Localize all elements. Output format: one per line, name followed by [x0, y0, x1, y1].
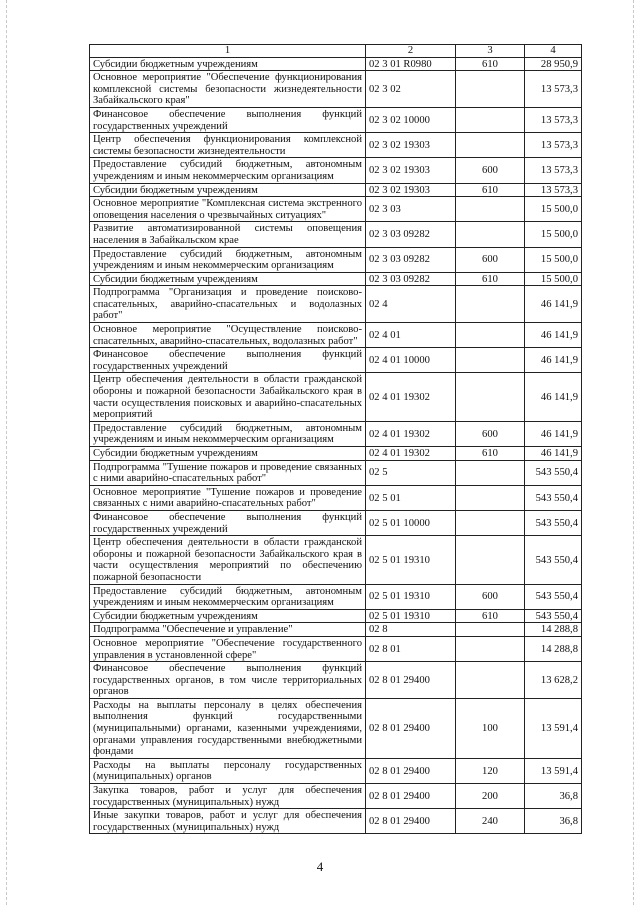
row-sum-cell: 543 550,4	[525, 510, 582, 535]
table-row	[90, 272, 582, 286]
row-name-cell: Основное мероприятие "Комплексная система экстренного оповещения населения о чрезвычайных ситуациях"	[90, 197, 366, 222]
row-name-cell: Центр обеспечения деятельности в области гражданской обороны и пожарной безопасности Забайкальского края в части осуществления мероприятий по обеспечению пожарной безопасности	[90, 536, 366, 584]
row-kvr-cell: 610	[456, 609, 525, 623]
table-row	[90, 247, 582, 272]
table-row	[90, 460, 582, 485]
row-sum-cell: 543 550,4	[525, 609, 582, 623]
row-code-cell: 02 3 03 09282	[366, 272, 456, 286]
table-row	[90, 784, 582, 809]
row-name-cell: Основное мероприятие "Обеспечение государственного управления в установленной сфере"	[90, 636, 366, 661]
row-code-cell: 02 4 01	[366, 323, 456, 348]
table-row	[90, 636, 582, 661]
row-kvr-cell: 200	[456, 784, 525, 809]
table-row	[90, 57, 582, 71]
table-row	[90, 623, 582, 637]
row-name-cell: Подпрограмма "Тушение пожаров и проведение связанных с ними аварийно-спасательных работ"	[90, 460, 366, 485]
row-sum-cell: 15 500,0	[525, 197, 582, 222]
row-sum-cell: 543 550,4	[525, 460, 582, 485]
row-sum-cell: 14 288,8	[525, 623, 582, 637]
row-name-cell: Развитие автоматизированной системы оповещения населения в Забайкальском крае	[90, 222, 366, 247]
row-code-cell: 02 5 01 19310	[366, 584, 456, 609]
row-kvr-cell: 610	[456, 57, 525, 71]
header-cell-code: 2	[366, 45, 456, 58]
row-kvr-cell	[456, 460, 525, 485]
table-row	[90, 107, 582, 132]
table-row	[90, 485, 582, 510]
row-name-cell: Закупка товаров, работ и услуг для обеспечения государственных (муниципальных) нужд	[90, 784, 366, 809]
row-name-cell: Предоставление субсидий бюджетным, автономным учреждениям и иным некоммерческим организациям	[90, 584, 366, 609]
row-kvr-cell: 240	[456, 809, 525, 834]
row-code-cell: 02 8 01 29400	[366, 784, 456, 809]
row-code-cell: 02 4 01 19302	[366, 447, 456, 461]
row-kvr-cell: 610	[456, 183, 525, 197]
row-code-cell: 02 8 01 29400	[366, 662, 456, 699]
row-code-cell: 02 3 02	[366, 71, 456, 108]
table-row	[90, 373, 582, 421]
header-cell-sum: 4	[525, 45, 582, 58]
table-row	[90, 71, 582, 108]
table-row	[90, 183, 582, 197]
row-sum-cell: 36,8	[525, 809, 582, 834]
row-code-cell: 02 3 02 19303	[366, 183, 456, 197]
row-sum-cell: 46 141,9	[525, 348, 582, 373]
row-sum-cell: 13 573,3	[525, 183, 582, 197]
row-kvr-cell: 120	[456, 758, 525, 783]
row-code-cell: 02 8 01 29400	[366, 698, 456, 758]
row-name-cell: Субсидии бюджетным учреждениям	[90, 609, 366, 623]
row-name-cell: Финансовое обеспечение выполнения функций государственных учреждений	[90, 348, 366, 373]
row-sum-cell: 46 141,9	[525, 447, 582, 461]
table-header-row	[90, 45, 582, 58]
row-code-cell: 02 8 01 29400	[366, 758, 456, 783]
row-name-cell: Основное мероприятие "Осуществление поисково-спасательных, аварийно-спасательных, водолазных работ"	[90, 323, 366, 348]
row-sum-cell: 14 288,8	[525, 636, 582, 661]
row-name-cell: Расходы на выплаты персоналу в целях обеспечения выполнения функций государственными (муниципальными) органами, казенными учреждениями, органами управления государственными внебюджетными фондами	[90, 698, 366, 758]
row-sum-cell: 543 550,4	[525, 584, 582, 609]
row-kvr-cell	[456, 536, 525, 584]
row-sum-cell: 28 950,9	[525, 57, 582, 71]
row-kvr-cell: 610	[456, 272, 525, 286]
row-kvr-cell	[456, 323, 525, 348]
row-sum-cell: 13 591,4	[525, 698, 582, 758]
row-code-cell: 02 4 01 10000	[366, 348, 456, 373]
row-name-cell: Предоставление субсидий бюджетным, автономным учреждениям и иным некоммерческим организациям	[90, 247, 366, 272]
row-sum-cell: 13 573,3	[525, 71, 582, 108]
table-body	[90, 57, 582, 834]
row-kvr-cell	[456, 197, 525, 222]
table-row	[90, 323, 582, 348]
row-code-cell: 02 3 02 10000	[366, 107, 456, 132]
row-code-cell: 02 3 02 19303	[366, 158, 456, 183]
row-kvr-cell: 600	[456, 158, 525, 183]
row-code-cell: 02 5 01 19310	[366, 536, 456, 584]
row-kvr-cell	[456, 510, 525, 535]
row-sum-cell: 543 550,4	[525, 536, 582, 584]
row-sum-cell: 46 141,9	[525, 286, 582, 323]
table-row	[90, 510, 582, 535]
row-code-cell: 02 4	[366, 286, 456, 323]
row-sum-cell: 15 500,0	[525, 222, 582, 247]
row-code-cell: 02 3 03 09282	[366, 222, 456, 247]
row-name-cell: Субсидии бюджетным учреждениям	[90, 272, 366, 286]
table-row	[90, 421, 582, 446]
row-name-cell: Центр обеспечения функционирования комплексной системы безопасности жизнедеятельности	[90, 133, 366, 158]
row-code-cell: 02 3 03 09282	[366, 247, 456, 272]
row-kvr-cell	[456, 485, 525, 510]
table-row	[90, 222, 582, 247]
row-name-cell: Подпрограмма "Обеспечение и управление"	[90, 623, 366, 637]
header-cell-kvr: 3	[456, 45, 525, 58]
row-code-cell: 02 8 01 29400	[366, 809, 456, 834]
row-code-cell: 02 5 01	[366, 485, 456, 510]
row-kvr-cell	[456, 222, 525, 247]
row-kvr-cell	[456, 623, 525, 637]
row-kvr-cell	[456, 107, 525, 132]
row-code-cell: 02 8 01	[366, 636, 456, 661]
row-kvr-cell: 600	[456, 421, 525, 446]
row-name-cell: Подпрограмма "Организация и проведение поисково-спасательных, аварийно-спасательных и водолазных работ"	[90, 286, 366, 323]
page-edge-right	[633, 0, 634, 905]
row-code-cell: 02 5 01 10000	[366, 510, 456, 535]
row-kvr-cell	[456, 348, 525, 373]
row-sum-cell: 46 141,9	[525, 323, 582, 348]
row-sum-cell: 15 500,0	[525, 247, 582, 272]
row-name-cell: Финансовое обеспечение выполнения функций государственных учреждений	[90, 107, 366, 132]
row-code-cell: 02 3 01 R0980	[366, 57, 456, 71]
row-code-cell: 02 3 02 19303	[366, 133, 456, 158]
row-name-cell: Субсидии бюджетным учреждениям	[90, 447, 366, 461]
table-row	[90, 758, 582, 783]
table-row	[90, 584, 582, 609]
header-cell-name: 1	[90, 45, 366, 58]
row-sum-cell: 13 573,3	[525, 133, 582, 158]
row-code-cell: 02 4 01 19302	[366, 373, 456, 421]
table-row	[90, 698, 582, 758]
row-name-cell: Иные закупки товаров, работ и услуг для обеспечения государственных (муниципальных) нужд	[90, 809, 366, 834]
row-kvr-cell	[456, 71, 525, 108]
table-row	[90, 609, 582, 623]
table-row	[90, 662, 582, 699]
row-name-cell: Предоставление субсидий бюджетным, автономным учреждениям и иным некоммерческим организациям	[90, 421, 366, 446]
row-sum-cell: 36,8	[525, 784, 582, 809]
row-name-cell: Расходы на выплаты персоналу государственных (муниципальных) органов	[90, 758, 366, 783]
row-code-cell: 02 4 01 19302	[366, 421, 456, 446]
row-name-cell: Субсидии бюджетным учреждениям	[90, 57, 366, 71]
row-kvr-cell	[456, 636, 525, 661]
row-name-cell: Финансовое обеспечение выполнения функций государственных учреждений	[90, 510, 366, 535]
row-kvr-cell: 600	[456, 247, 525, 272]
row-code-cell: 02 5	[366, 460, 456, 485]
row-kvr-cell	[456, 373, 525, 421]
page-number: 4	[316, 859, 324, 874]
row-kvr-cell: 600	[456, 584, 525, 609]
table-row	[90, 133, 582, 158]
row-name-cell: Основное мероприятие "Тушение пожаров и проведение связанных с ними аварийно-спасательных работ"	[90, 485, 366, 510]
row-sum-cell: 15 500,0	[525, 272, 582, 286]
table-row	[90, 809, 582, 834]
budget-table	[89, 44, 582, 834]
row-kvr-cell	[456, 133, 525, 158]
row-kvr-cell	[456, 286, 525, 323]
row-name-cell: Субсидии бюджетным учреждениям	[90, 183, 366, 197]
row-kvr-cell: 100	[456, 698, 525, 758]
row-code-cell: 02 3 03	[366, 197, 456, 222]
row-name-cell: Основное мероприятие "Обеспечение функционирования комплексной системы безопасности жизнедеятельности Забайкальского края"	[90, 71, 366, 108]
row-sum-cell: 13 573,3	[525, 158, 582, 183]
page-edge-left	[6, 0, 7, 905]
table-row	[90, 536, 582, 584]
row-kvr-cell: 610	[456, 447, 525, 461]
row-name-cell: Центр обеспечения деятельности в области гражданской обороны и пожарной безопасности Забайкальского края в части осуществления поисковых и аварийно-спасательных мероприятий	[90, 373, 366, 421]
row-sum-cell: 46 141,9	[525, 373, 582, 421]
row-name-cell: Предоставление субсидий бюджетным, автономным учреждениям и иным некоммерческим организациям	[90, 158, 366, 183]
row-code-cell: 02 8	[366, 623, 456, 637]
table-row	[90, 348, 582, 373]
row-sum-cell: 543 550,4	[525, 485, 582, 510]
row-sum-cell: 13 628,2	[525, 662, 582, 699]
row-sum-cell: 13 573,3	[525, 107, 582, 132]
row-kvr-cell	[456, 662, 525, 699]
row-sum-cell: 46 141,9	[525, 421, 582, 446]
row-code-cell: 02 5 01 19310	[366, 609, 456, 623]
row-sum-cell: 13 591,4	[525, 758, 582, 783]
table-row	[90, 286, 582, 323]
table-row	[90, 158, 582, 183]
table-row	[90, 447, 582, 461]
row-name-cell: Финансовое обеспечение выполнения функций государственных органов, в том числе территориальных органов	[90, 662, 366, 699]
table-row	[90, 197, 582, 222]
